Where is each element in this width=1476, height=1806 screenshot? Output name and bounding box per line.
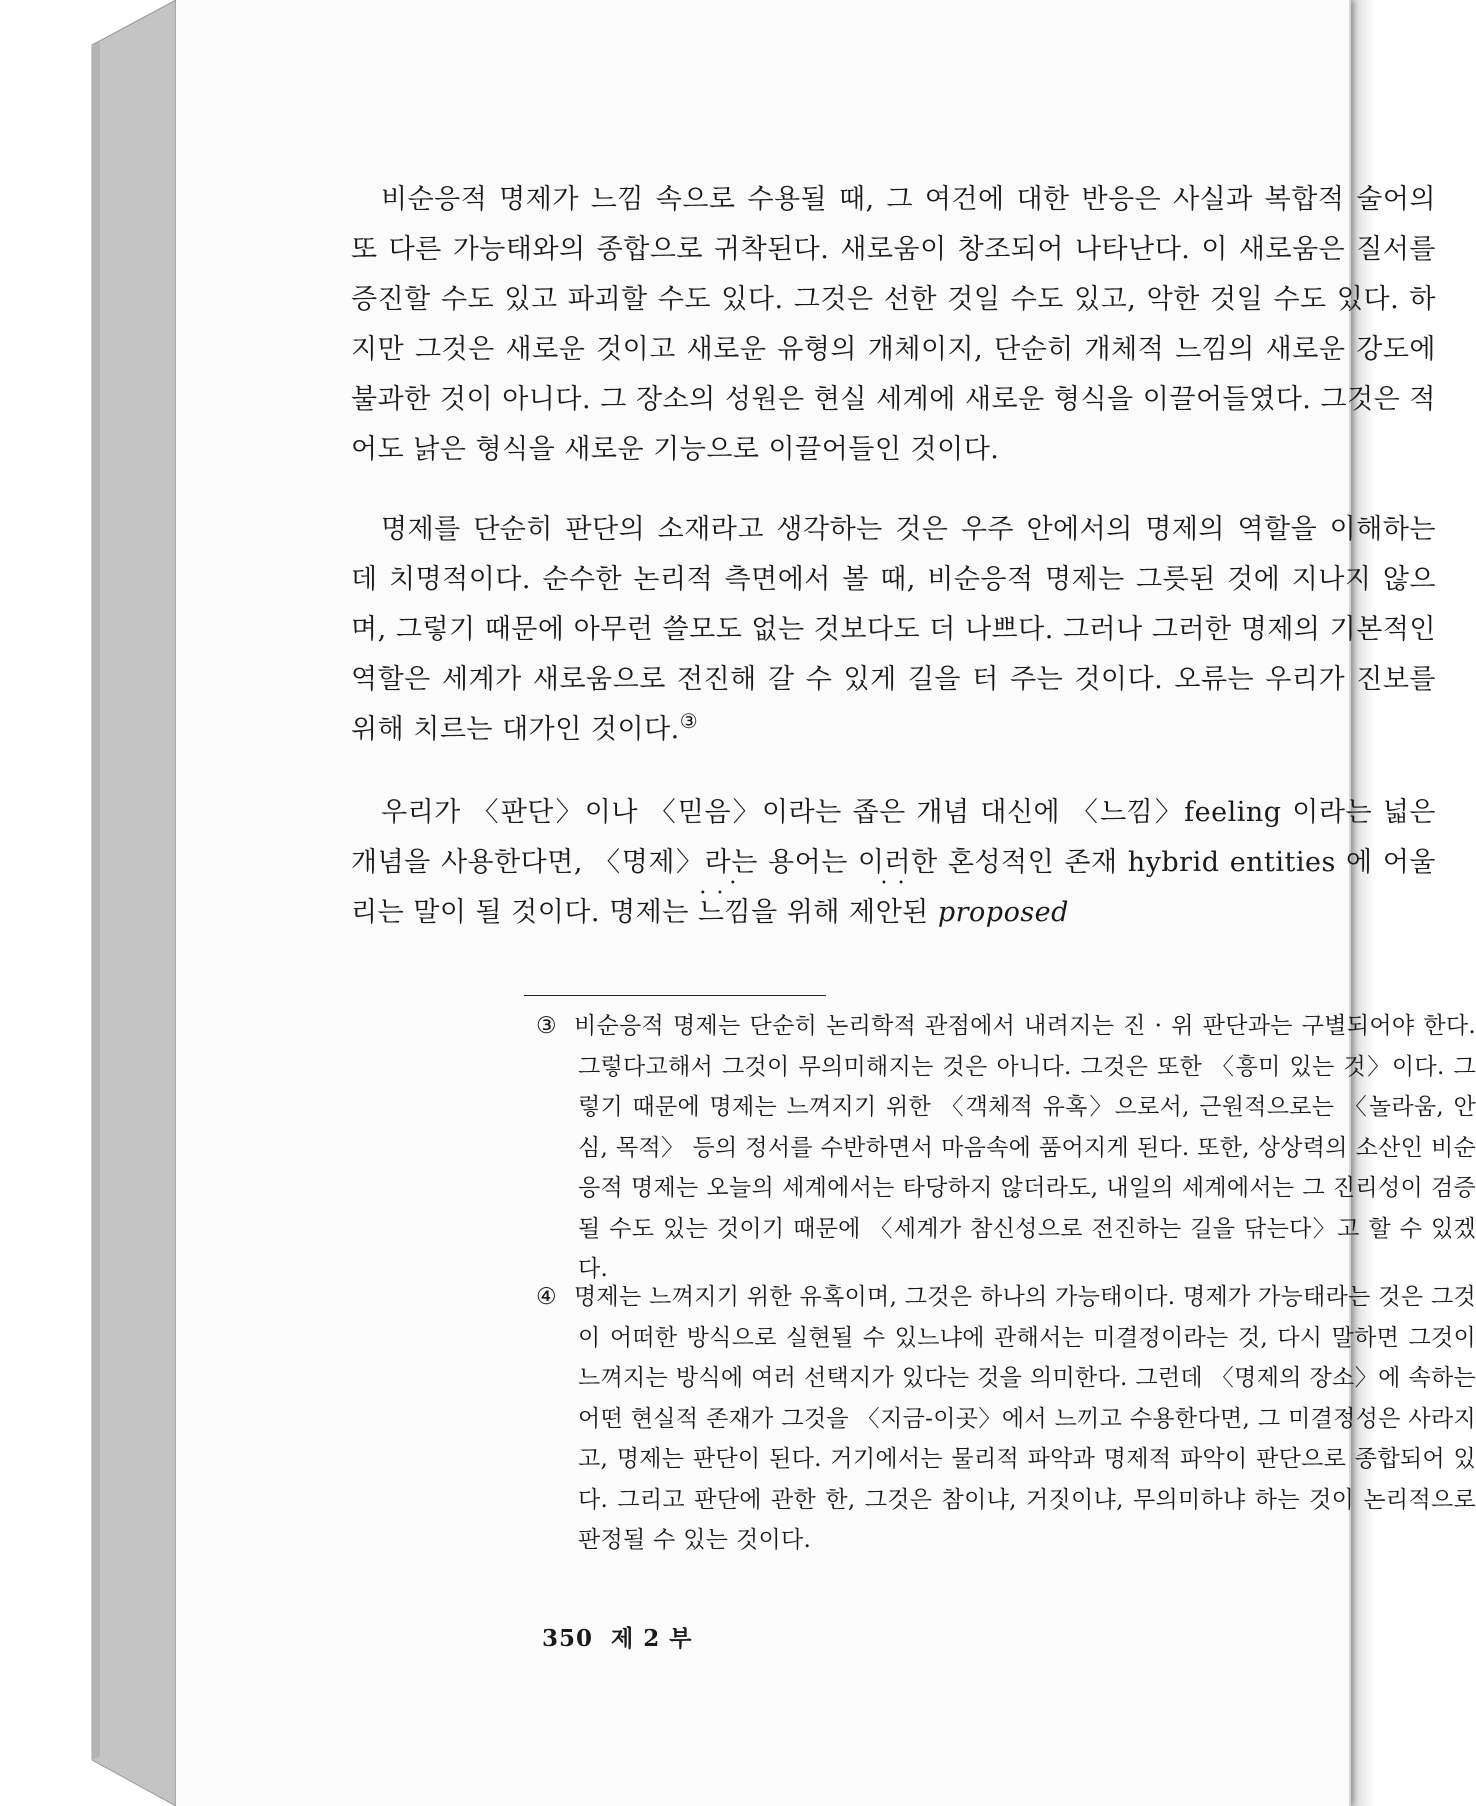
footnote-reference-3[interactable]: ③: [679, 709, 699, 733]
body-paragraph-3: [351, 788, 1436, 938]
body-paragraph-1: 비순응적 명제가 느낌 속으로 수용될 때, 그 여건에 대한 반응은 사실과 복합적 술어의 또 다른 가능태와의 종합으로 귀착된다. 새로움이 창조되어 나타난다. 이 새로움은 질서를 증진할 수도 있고 파괴할 수도 있다. 그것은 선한 것일 수도 있고, 악한 것일 수도 있다. 하지만 그것은 새로운 것이고 새로운 유형의 개체이지, 단순히 개체적 느낌의 새로운 강도에 불과한 것이 아니다. 그 장소의 성원은 현실 세계에 새로운 형식을 이끌어들였다. 그것은 적어도 낡은 형식을 새로운 기능으로 이끌어들인 것이다.: [351, 184, 1436, 465]
footnote-3: [536, 1006, 1476, 1290]
footnote-divider: [524, 995, 826, 996]
page-footer: [542, 1620, 710, 1653]
emphasis-dotted-word-1: • • • 느낌: [698, 897, 751, 928]
footnote-4: [536, 1277, 1476, 1561]
page-number: 350: [542, 1625, 594, 1652]
body-paragraph-2-text: 명제를 단순히 판단의 소재라고 생각하는 것은 우주 안에서의 명제의 역할을 이해하는 데 치명적이다. 순수한 논리적 측면에서 볼 때, 비순응적 명제는 그릇된 것에 지나지 않으며, 그렇기 때문에 아무런 쓸모도 없는 것보다도 더 나쁘다. 그러나 그러한 명제의 기본적인 역할은 세계가 새로움으로 전진해 갈 수 있게 길을 터 주는 것이다. 오류는 우리가 진보를 위해 치르는 대가인 것이다.: [351, 514, 1436, 745]
emphasis-dotted-word-2: • • 제안된: [849, 897, 929, 928]
footnote-number-4: ④: [536, 1284, 557, 1310]
body-paragraph-2: [351, 505, 1436, 755]
body-paragraph-3-text-a: 우리가 〈판단〉이나 〈믿음〉이라는 좁은 개념 대신에 〈느낌〉feeling 이라는 넓은 개념을 사용한다면, 〈명제〉라는 용어는 이러한 혼성적인 존재 hybrid entities 에 어울리는 말이 될 것이다. 명제는: [351, 797, 1436, 928]
italic-term: proposed: [937, 897, 1069, 928]
body-paragraph-3-text-c: [929, 897, 938, 928]
book-page: [176, 0, 1476, 1806]
footnote-3-text: 비순응적 명제는 단순히 논리학적 관점에서 내려지는 진 · 위 판단과는 구별되어야 한다. 그렇다고해서 그것이 무의미해지는 것은 아니다. 그것은 또한 〈흥미 있는 것〉이다. 그렇기 때문에 명제는 느껴지기 위한 〈객체적 유혹〉으로서, 근원적으로는 〈놀라움, 안심, 목적〉 등의 정서를 수반하면서 마음속에 품어지게 된다. 또한, 상상력의 소산인 비순응적 명제는 오늘의 세계에서는 타당하지 않더라도, 내일의 세계에서는 그 진리성이 검증될 수도 있는 것이기 때문에 〈세계가 참신성으로 전진하는 길을 닦는다〉고 할 수 있겠다.: [574, 1013, 1476, 1282]
footnote-number-3: ③: [536, 1013, 557, 1039]
section-label: 제 2 부: [611, 1625, 693, 1652]
footnote-4-text: 명제는 느껴지기 위한 유혹이며, 그것은 하나의 가능태이다. 명제가 가능태라는 것은 그것이 어떠한 방식으로 실현될 수 있느냐에 관해서는 미결정이라는 것, 다시 말하면 그것이 느껴지는 방식에 여러 선택지가 있다는 것을 의미한다. 그런데 〈명제의 장소〉에 속하는 어떤 현실적 존재가 그것을 〈지금-이곳〉에서 느끼고 수용한다면, 그 미결정성은 사라지고, 명제는 판단이 된다. 거기에서는 물리적 파악과 명제적 파악이 판단으로 종합되어 있다. 그리고 판단에 관한 한, 그것은 참이냐, 거짓이냐, 무의미하냐 하는 것이 논리적으로 판정될 수 있는 것이다.: [574, 1284, 1476, 1553]
body-paragraph-3-text-b: 을 위해: [751, 897, 849, 928]
